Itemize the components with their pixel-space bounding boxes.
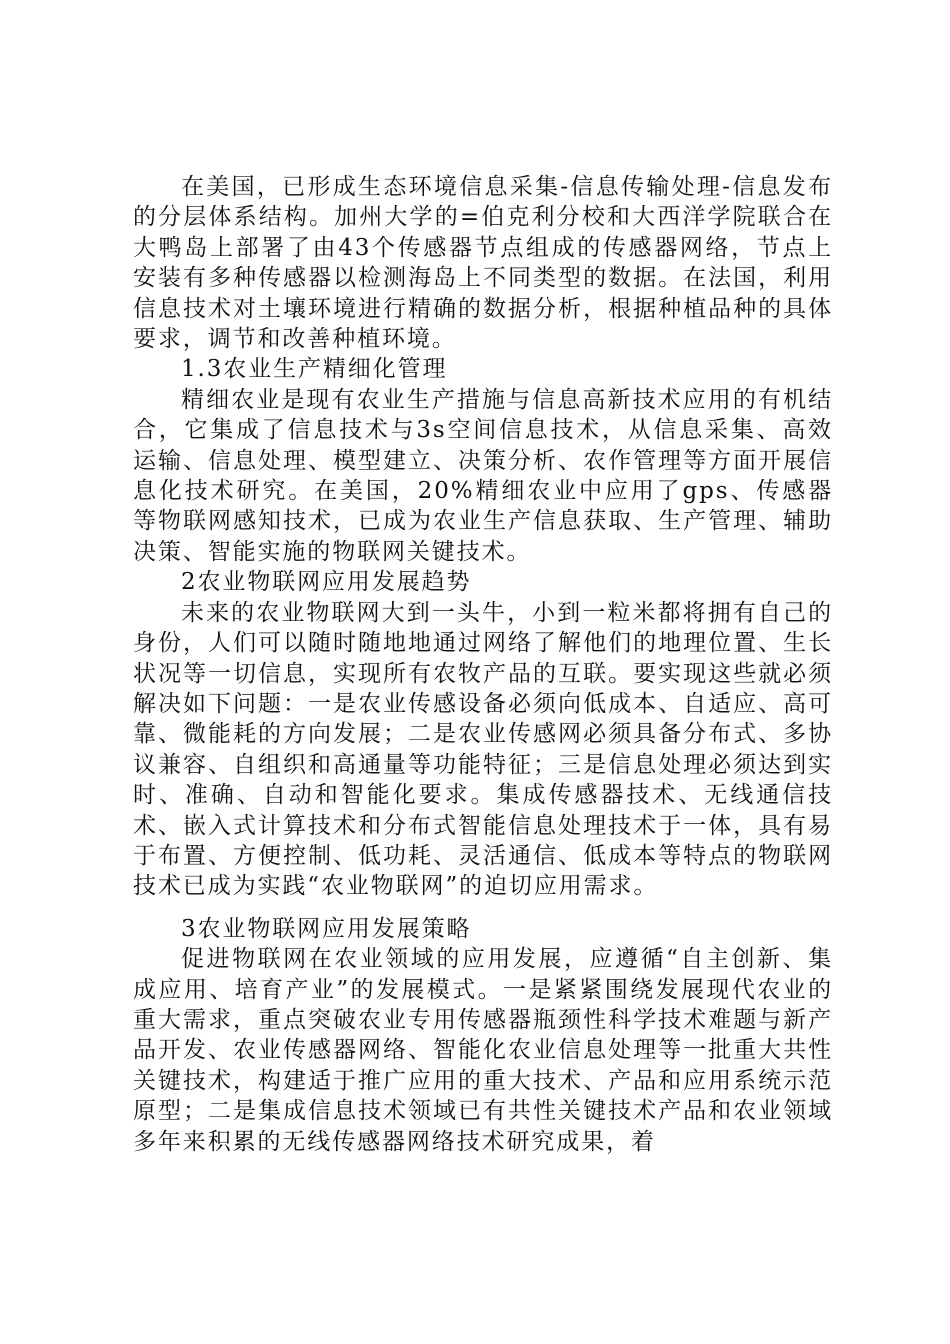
- section-heading-1-3: 1.3农业生产精细化管理: [181, 356, 448, 383]
- paragraph-precision-agriculture: 精细农业是现有农业生产措施与信息高新技术应用的有机结合，它集成了信息技术与3s空间信息技术，从信息采集、高效运输、信息处理、模型建立、决策分析、农作管理等方面开展信息化技术研究。在美国，20%精细农业中应用了gps、传感器等物联网感知技术，已成为农业生产信息获取、生产管理、辅助决策、智能实施的物联网关键技术。: [133, 386, 833, 565]
- paragraph-gap: [133, 902, 833, 914]
- document-body: [133, 172, 833, 1157]
- paragraph-us-ecology: 在美国，已形成生态环境信息采集-信息传输处理-信息发布的分层体系结构。加州大学的=伯克利分校和大西洋学院联合在大鸭岛上部署了由43个传感器节点组成的传感器网络，节点上安装有多种传感器以检测海岛上不同类型的数据。在法国，利用信息技术对土壤环境进行精确的数据分析，根据种植品种的具体要求，调节和改善种植环境。: [133, 174, 833, 353]
- section-heading-2: 2农业物联网应用发展趋势: [181, 569, 472, 596]
- paragraph-development-strategy: 促进物联网在农业领域的应用发展，应遵循“自主创新、集成应用、培育产业”的发展模式。一是紧紧围绕发展现代农业的重大需求，重点突破农业专用传感器瓶颈性科学技术难题与新产品开发、农业传感器网络、智能化农业信息处理等一批重大共性关键技术，构建适于推广应用的重大技术、产品和应用系统示范原型；二是集成信息技术领域已有共性关键技术产品和农业领域多年来积累的无线传感器网络技术研究成果，着: [133, 946, 833, 1155]
- paragraph-future-trends: 未来的农业物联网大到一头牛，小到一粒米都将拥有自己的身份，人们可以随时随地地通过网络了解他们的地理位置、生长状况等一切信息，实现所有农牧产品的互联。要实现这些就必须解决如下问题：一是农业传感设备必须向低成本、自适应、高可靠、微能耗的方向发展；二是农业传感网必须具备分布式、多协议兼容、自组织和高通量等功能特征；三是信息处理必须达到实时、准确、自动和智能化要求。集成传感器技术、无线通信技术、嵌入式计算技术和分布式智能信息处理技术于一体，具有易于布置、方便控制、低功耗、灵活通信、低成本等特点的物联网技术已成为实践“农业物联网”的迫切应用需求。: [133, 599, 833, 900]
- section-heading-3: 3农业物联网应用发展策略: [181, 915, 472, 942]
